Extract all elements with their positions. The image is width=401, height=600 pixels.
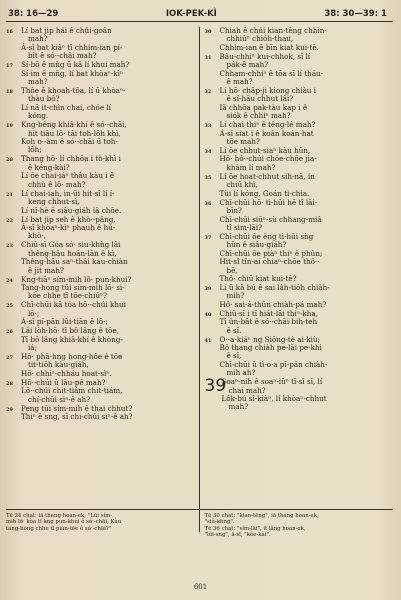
verse-line: Á-sī siat i ê koân koán-hat — [219, 128, 314, 138]
verse-number: 27 — [6, 354, 13, 361]
verse-line: Á-sī pí-pān lûi-tiān ê lō·; — [21, 317, 108, 327]
verse-line: Tang-hong tūi sím-mih lō· si- — [21, 282, 125, 292]
verse-number: 25 — [6, 303, 13, 310]
verse-line: mih ah? — [226, 368, 256, 378]
verse — [6, 190, 193, 215]
verse-line: Chiū-sī i tī hiát-lāi thiⁿ-kha, — [219, 308, 318, 318]
verse-text — [21, 353, 193, 378]
verse-line: khò·, — [28, 231, 46, 241]
verse-line: Hō· chhiⁿ-chháu hoat-sìⁿ. — [21, 368, 112, 378]
verse-lines — [222, 378, 394, 412]
verse-line: Sí-bō ê mn̄g ū kā lí khui mah? — [21, 60, 130, 70]
verse-number: 37 — [204, 234, 212, 241]
verse-number: 24 — [6, 277, 13, 284]
verse-line: ê sî. — [226, 325, 242, 335]
footnote-line: Tē 36 chat: "sim-lāi", ū lâng hoan-ek, — [204, 525, 306, 532]
verse-line: ê mah? — [226, 77, 253, 87]
verse-line: khàm lí mah? — [226, 162, 276, 172]
verse-text — [21, 61, 193, 86]
verse-line: tī sim-lāi? — [226, 222, 262, 232]
verse — [205, 121, 394, 146]
footnote-left — [6, 513, 200, 539]
verse-number: 21 — [6, 191, 13, 198]
verse — [6, 87, 193, 121]
verse-text — [21, 121, 193, 155]
header-left-reference: 38: 16—29 — [8, 9, 59, 19]
verse-number: 34 — [204, 149, 212, 156]
verse-line: Thiⁿ ê sng, sī chi-chūi siⁿ-ê ah? — [21, 412, 133, 421]
verse-number: 36 — [204, 200, 212, 207]
verse — [205, 173, 394, 198]
verse-line: lôh; — [28, 145, 42, 155]
verse — [205, 199, 394, 233]
verse-text — [21, 276, 193, 301]
verse-line: Lí bat jip seh ê khò·-pâng, — [21, 214, 116, 224]
verse-text — [21, 27, 193, 61]
verse-text — [21, 241, 193, 275]
verse — [6, 155, 193, 189]
verse-line: Chī-chūi ōe piàⁿ thiⁿ ê phûn; — [219, 248, 323, 258]
verse-line: Thô· chiū kiat kui-tè? — [219, 273, 297, 283]
verse-line: Kng-tiāⁿ sím-mih lō· pun-khui? — [21, 274, 132, 284]
verse-text — [21, 216, 193, 241]
verse-line: Lâi lòh-hō· tī bô lâng ê tōe, — [21, 326, 119, 336]
verse-line: Lí ōe chhut-siaⁿ kàu hûn, — [219, 146, 311, 156]
verse — [205, 310, 394, 335]
header-right-reference: 38: 30—39: 1 — [324, 9, 387, 19]
verse-line: Thang hō· lí chhōa i tò-khì i — [21, 154, 121, 164]
verse-number: 17 — [6, 63, 13, 70]
verse — [6, 61, 193, 86]
verse-line: Sí-im ê mn̄g, lí bat khòaⁿ-kìⁿ — [21, 68, 124, 78]
verse-line: chai mah? — [228, 385, 266, 395]
verse-line: Tī bô lâng khiā-khí ê khòng- — [21, 334, 123, 344]
verse-line: Lí ōe hoat-chhut sih-nā, in — [219, 171, 315, 181]
verse-line: kóng. — [28, 111, 49, 121]
verse-text — [21, 190, 193, 215]
verse-text — [220, 87, 394, 121]
verse-number: 31 — [204, 54, 212, 61]
verse-line: mah? — [28, 77, 48, 87]
verse-number: 18 — [6, 89, 13, 96]
verse-line: Peng tūi sím-mih ê thai chhut? — [21, 403, 133, 413]
verse-number: 28 — [6, 380, 13, 387]
verse-line: ê kéng-kài? — [28, 162, 70, 172]
verse-line: pák-ê mah? — [226, 60, 269, 70]
verse-line: mah? — [28, 34, 48, 44]
verse-line: Lí hō· chāp-ji kiong chiàu i — [219, 86, 317, 96]
verse-line: kòe chhe tī tōe-chiūⁿ? — [28, 291, 107, 301]
verse-text — [220, 27, 394, 52]
verse-line: Kng-bêng khiā-khí ê só·-chāi, — [21, 120, 127, 130]
verse — [205, 53, 394, 87]
verse-line: Chī-chūi ōe ēng tì-hūi sǹg — [219, 231, 314, 241]
verse — [6, 353, 193, 378]
footnote-line: Tē 30 chat: "kian-tēng", iā thang hoan-ek, — [204, 513, 319, 519]
verse-line: chí-chūi siⁿ-ê ah? — [28, 394, 91, 404]
verse-line: Tùi lí kóng, Goán ti-chia. — [219, 188, 310, 198]
right-column-verses — [205, 27, 394, 378]
verse-text — [220, 147, 394, 172]
running-header — [6, 9, 393, 22]
verse-line: Chī-chūi siūⁿ-sù chhang-miâ — [219, 214, 322, 224]
verse-line: bīn? — [226, 206, 242, 216]
verse-number: 30 — [204, 29, 212, 35]
verse — [205, 87, 394, 121]
verse-line: Lōk-bú sī-kiàⁿ, lí khòaⁿ-chhut — [221, 394, 327, 403]
verse-text — [220, 199, 394, 233]
verse-number: 20 — [6, 157, 13, 164]
verse-line: ê sî, — [226, 351, 242, 361]
verse-line: hit tiâu lō· tāi toh-lôh khì, — [28, 128, 121, 138]
left-column — [6, 27, 200, 532]
verse-number: 41 — [204, 337, 212, 344]
footnote-line: "siû-khng". — [204, 519, 235, 526]
page-number: 601 — [193, 583, 208, 591]
verse-line: iá; — [28, 342, 38, 352]
verse-line: Chiah ê chúi kian-tēng chhìn- — [219, 27, 327, 35]
text-columns — [6, 27, 393, 532]
chapter-number: 39 — [204, 376, 227, 397]
verse-line: Hō· phā-hng hong-hôe ê tōe — [21, 351, 123, 361]
verse-line: Tī ûn-bât ê só·-chāi bih-teh — [219, 317, 318, 327]
verse-number: 35 — [204, 174, 212, 181]
footnotes — [6, 509, 393, 539]
verse-line: Lí chai-iah, in-ūi hit-sî lí í- — [21, 188, 115, 198]
verse-line: siók ê chhiⁿ mah? — [226, 111, 291, 121]
verse-text — [21, 301, 193, 326]
verse-line: keng chhut-sì, — [28, 197, 80, 207]
verse-line: Lí ōe chai-iáⁿ thâu kàu i ê — [21, 171, 114, 181]
verse-line: hûn ê siâu-giáh? — [226, 240, 287, 250]
verse-text — [220, 336, 394, 378]
verse-line: Lí nî-hè ê siâu-giáh iā chōe. — [21, 205, 122, 215]
verse-line: Thôe ê khoah-tōa, lí ū khòaⁿ- — [21, 86, 126, 96]
verse — [6, 121, 193, 155]
verse-text — [220, 310, 394, 335]
verse-line: thàu bô? — [28, 94, 60, 104]
verse-number: 23 — [6, 243, 13, 250]
verse-line: chhù ê lō· mah? — [28, 179, 86, 189]
verse-line: Bâu-chhiⁿ kui-chhok, sī lí — [219, 51, 311, 61]
verse-line: Á-sī khòaⁿ-kìⁿ phauh ê hú- — [21, 222, 116, 232]
verse-text — [21, 405, 193, 422]
verse-number: 19 — [6, 123, 13, 130]
verse-line: Chī-chūi kā tōa hō·-chúi khui — [21, 300, 126, 310]
verse-line: Lí nā it-chìn chai, chóe lí — [21, 102, 111, 112]
verse-number: 22 — [6, 217, 13, 224]
verse-line: tit-tiōh kàu-giáh, — [28, 360, 89, 370]
verse — [6, 301, 193, 326]
verse-line: Chham-chhiⁿ ê tōa sī lí tháu- — [219, 68, 324, 78]
verse — [6, 27, 193, 61]
verse-number: 29 — [6, 406, 13, 413]
verse-line: Á-sī bat kiâⁿ tī chhim-ian pí- — [21, 42, 123, 52]
verse-line: tōe mah? — [226, 137, 260, 147]
verse — [6, 405, 193, 422]
verse-line: Thêng-hāu saⁿ-thâi kau-chiàn — [21, 257, 128, 267]
verse-text — [21, 155, 193, 189]
verse-text — [220, 233, 394, 283]
verse-line: Koh o·-àm ê só·-chāi ū toh- — [21, 137, 118, 147]
verse-number: 16 — [6, 29, 13, 35]
verse-line: Chhim-ian ê bīn kiat kui-tè. — [219, 42, 319, 52]
verse — [205, 336, 394, 378]
verse-line: chiū khì, — [226, 180, 258, 190]
verse-line: mih? — [226, 291, 245, 301]
verse-line: Chī-chūi hō· tì-hūi hē tī lāi- — [219, 197, 318, 207]
verse — [6, 379, 193, 404]
verse-text — [220, 53, 394, 87]
verse — [6, 327, 193, 352]
verse-line: O·-a-kiáⁿ ng Siōng-tè ai-kiù; — [219, 334, 321, 344]
verse-text — [21, 327, 193, 352]
verse — [205, 147, 394, 172]
verse-line: Lí bat jip hái ê chúi-goân — [21, 27, 112, 35]
verse-line: Hō· sai-á-thūn chiàh-pá mah? — [219, 299, 327, 309]
verse-line: bīt ê só·-chāi mah? — [28, 51, 97, 61]
footnote-line: Tē 24 chat: iā thang hoan-ek, "Lūi sím- — [6, 513, 113, 519]
verse — [205, 27, 394, 52]
verse-line: ê jit mah? — [28, 265, 64, 275]
verse-text — [21, 379, 193, 404]
verse — [205, 233, 394, 283]
chapter-39-verse-1 — [205, 378, 394, 412]
verse-line: Bô thang chiàh pe-lāi pe-khì — [219, 342, 322, 352]
header-book-title: IOK-PEK-KÌ — [165, 9, 217, 19]
verse-line: Iā chhōa pak-tàu kap i ê — [219, 102, 308, 112]
verse-text — [220, 173, 394, 198]
verse-text — [21, 87, 193, 121]
verse-line: thêng-hāu hoān-lān ê kì, — [28, 248, 117, 258]
verse-line: mah? — [228, 402, 249, 412]
verse-number: 26 — [6, 329, 13, 336]
verse-number: 33 — [204, 123, 212, 130]
verse — [205, 284, 394, 309]
verse-line: Chiū-sī Góa só· siu-khǹg lâi — [21, 240, 121, 250]
verse-text — [220, 284, 394, 309]
verse-line: Hō·-chúi ū lāu-pē mah? — [21, 377, 106, 387]
verse — [6, 276, 193, 301]
footnote-line: tang-hong chhe tī piàn-tōe ê só·-chāi?" — [6, 525, 112, 532]
verse-line: Lí ū kā bú ê sai lâh-tiōh chiàh- — [219, 282, 330, 292]
verse — [6, 241, 193, 275]
verse-line: Lō·-chúi chit-tiám chit-tiám, — [21, 386, 123, 396]
right-column — [200, 27, 394, 532]
verse — [6, 216, 193, 241]
verse-line: Chī-chūi ū tì-o·a pī-pān chiàh- — [219, 359, 328, 369]
verse-line: lō·; — [28, 308, 40, 318]
verse-line: chhiūⁿ chióh-thau, — [226, 34, 294, 44]
verse-number: 32 — [204, 89, 212, 96]
verse-line: ê sî-hāu chhut lâi? — [226, 94, 294, 104]
verse-number: 40 — [204, 311, 212, 318]
verse-line: Soaⁿ-nih ê soaⁿ-iûⁿ tī-sī sī, lí — [221, 377, 323, 387]
verse-number: 39 — [204, 285, 212, 292]
footnote-right — [200, 513, 394, 539]
verse-line: Hō· hō·-chúi chōe-chōe jia- — [219, 154, 317, 164]
verse-line: Lí chai thiⁿ ê têng-lê mah? — [219, 120, 316, 130]
footnote-line: mih lō· kòa tī kng pun-khui ê só·-chāi, Kàu — [6, 519, 122, 526]
verse-line: Hit-sî tîn-ai chiaⁿ-chōe thô·- — [219, 257, 320, 267]
footnote-line: "lúi-sng", ā-sī, "kòe-kài". — [204, 532, 271, 539]
verse-line: bē, — [226, 265, 238, 275]
verse-text — [220, 121, 394, 146]
